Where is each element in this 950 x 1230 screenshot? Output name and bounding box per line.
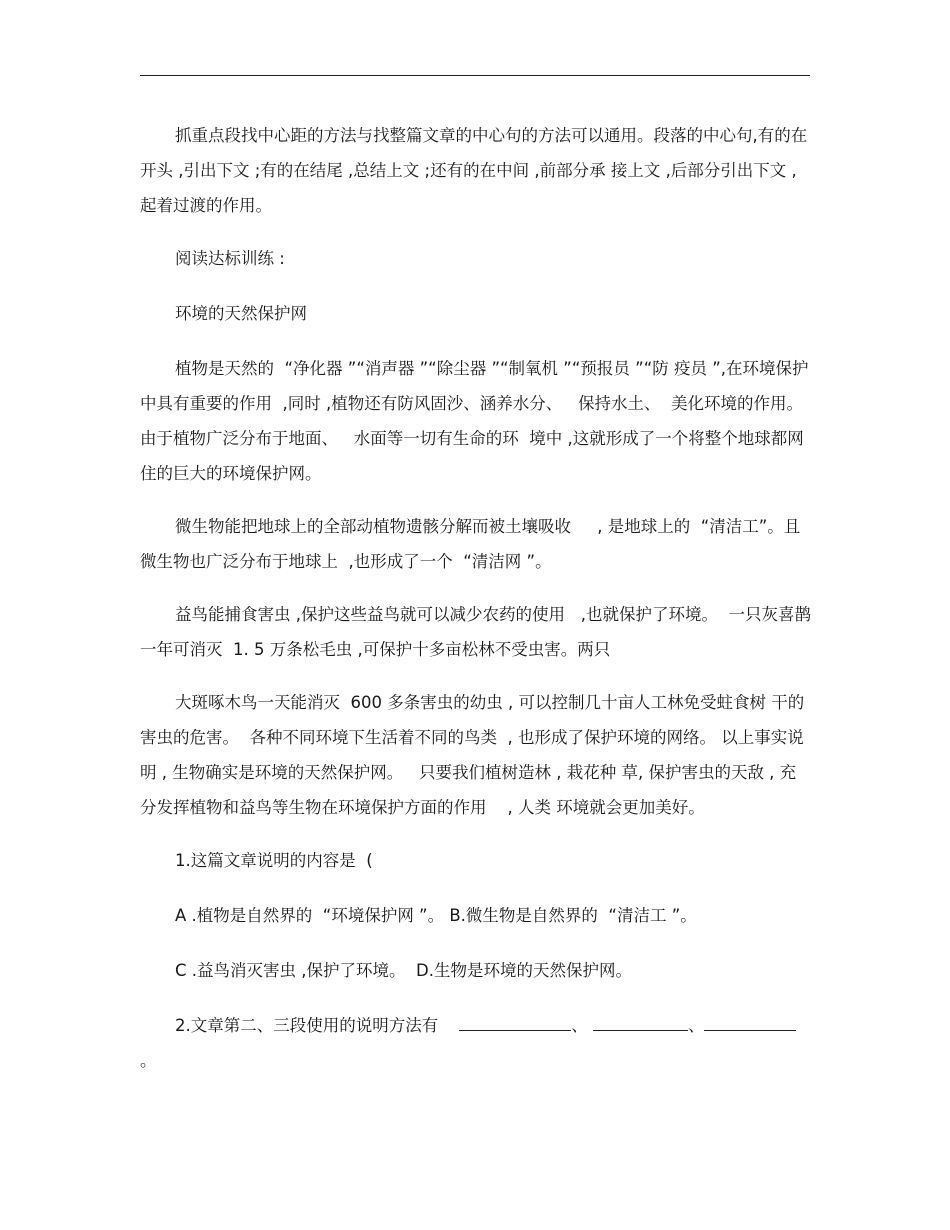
question-1-options-cd: C .益鸟消灭害虫 ,保护了环境。 D.生物是环境的天然保护网。 bbox=[175, 961, 632, 980]
blank-separator-1: 、 bbox=[571, 1016, 588, 1035]
answer-blank-3[interactable] bbox=[704, 1010, 796, 1031]
document-body bbox=[140, 118, 812, 1096]
section-label: 阅读达标训练 : bbox=[175, 249, 285, 268]
question-2 bbox=[140, 1008, 812, 1078]
question-1-stem: 1.这篇文章说明的内容是 ( bbox=[175, 851, 373, 870]
blank-separator-2: 、 bbox=[687, 1016, 705, 1035]
article-paragraph-1: 植物是天然的 “净化器 ”“消声器 ”“除尘器 ”“制氧机 ”“预报员 ”“防 疫员 ”,在环境保护中具有重要的作用 ,同时 ,植物还有防风固沙、涵养水分、 保持水土、 美化环境的作用。 由于植物广泛分布于地面、 水面等一切有生命的环 境中 ,这就形成了一个将整个地球都网住的巨大的环境保护网。 bbox=[140, 359, 809, 483]
question-2-stem: 2.文章第二、三段使用的说明方法有 bbox=[175, 1016, 439, 1035]
intro-paragraph: 抓重点段找中心距的方法与找整篇文章的中心句的方法可以通用。段落的中心句,有的在开头 ,引出下文 ;有的在结尾 ,总结上文 ;还有的在中间 ,前部分承 接上文 ,后部分引出下文 ,起着过渡的作用。 bbox=[140, 126, 808, 215]
article-title: 环境的天然保护网 bbox=[175, 304, 307, 323]
answer-blank-1[interactable] bbox=[459, 1010, 571, 1031]
article-paragraph-2: 微生物能把地球上的全部动植物遗骸分解而被土壤吸收 , 是地球上的 “清洁工”。且微生物也广泛分布于地球上 ,也形成了一个 “清洁网 ”。 bbox=[140, 517, 801, 571]
header-rule bbox=[140, 75, 810, 76]
article-paragraph-3: 益鸟能捕食害虫 ,保护这些益鸟就可以减少农药的使用 ,也就保护了环境。 一只灰喜鹊一年可消灭 1. 5 万条松毛虫 ,可保护十多亩松林不受虫害。两只 bbox=[140, 605, 811, 659]
article-paragraph-4: 大斑啄木鸟一天能消灭 600 多条害虫的幼虫 , 可以控制几十亩人工林免受蛀食树 干的害虫的危害。 各种不同环境下生活着不同的鸟类 , 也形成了保护环境的网络。 以上事实说明 , 生物确实是环境的天然保护网。 只要我们植树造林 , 栽花种 草, 保护害虫的天敌 , 充分发挥植物和益鸟等生物在环境保护方面的作用 , 人类 环境就会更加美好。 bbox=[140, 693, 805, 817]
answer-blank-2[interactable] bbox=[593, 1010, 688, 1031]
question-1-options-ab: A .植物是自然界的 “环境保护网 ”。 B.微生物是自然界的 “清洁工 ”。 bbox=[175, 906, 697, 925]
question-2-end: 。 bbox=[140, 1051, 157, 1070]
